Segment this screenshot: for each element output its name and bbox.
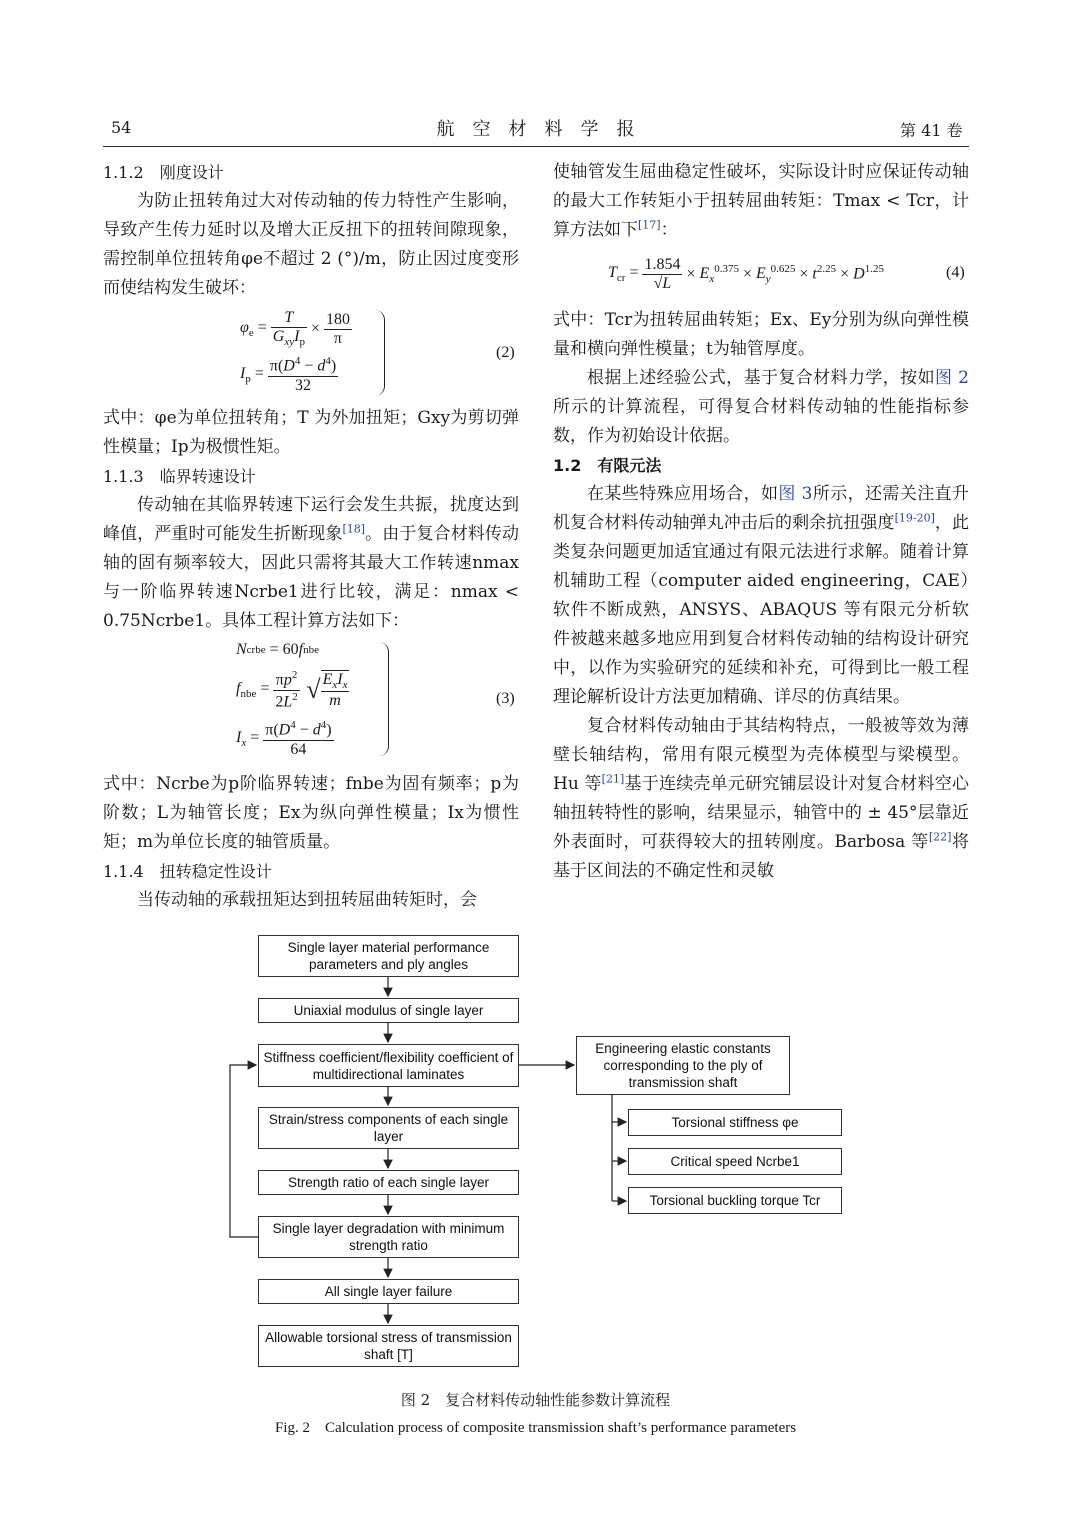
equation-3: N crbe = 60 f nbe $f_{nbe}$ = $\frac{\pi p^2}{2L^2}$ √ $\frac{E_xI_x}{m}$ $I_x$ = $\frac{\pi(D^4 - d^4)}{64}$ (236, 641, 348, 758)
equation-3-number: (3) (496, 690, 515, 707)
flow-step-strain-stress: Strain/stress components of each single layer (258, 1107, 519, 1149)
flow-step-all-failure: All single layer failure (258, 1279, 519, 1304)
equation-2-number: (2) (496, 344, 515, 361)
volume-label: 第 41 卷 (900, 121, 963, 140)
section-1-1-2-title: 1.1.2 刚度设计 (103, 163, 224, 182)
paragraph-torsional-stability: 当传动轴的承载扭矩达到扭转屈曲转矩时，会 (137, 890, 477, 910)
page-number: 54 (111, 118, 132, 137)
flow-step-strength-ratio: Strength ratio of each single layer (258, 1170, 519, 1195)
section-1-2-title: 1.2 有限元法 (553, 456, 662, 475)
section-1-1-3-title: 1.1.3 临界转速设计 (103, 467, 256, 486)
paragraph-buckling: 使轴管发生屈曲稳定性破坏，实际设计时应保证传动轴的最大工作转矩小于扭转屈曲转矩：Tmax < Tcr，计算方法如下[17]： (553, 162, 969, 240)
citation-19-20[interactable]: [19-20] (894, 511, 935, 525)
flow-step-allowable-stress: Allowable torsional stress of transmission shaft [T] (258, 1325, 519, 1367)
equation-2-where: 式中：φe为单位扭转角；T 为外加扭矩；Gxy为剪切弹性模量；Ip为极惯性矩。 (103, 408, 519, 457)
figure-3-link[interactable]: 图 3 (778, 484, 813, 504)
equation-2: $\varphi_e$ = $\frac{T}{G_{xy}I_p}$ × $\frac{180}{\pi}$ $I_p$ = $\frac{\pi(D^4 - d^4)}{32}$ (240, 309, 350, 394)
paragraph-fem: 在某些特殊应用场合，如图 3所示，还需关注直升机复合材料传动轴弹丸冲击后的剩余抗扭强度[19-20]，此类复杂问题更加适宜通过有限元法进行求解。随着计算机辅助工程（computer aided engineering，CAE）软件不断成熟，ANSYS、ABAQUS 等有限元分析软件被越来越多地应用到复合材料传动轴的结构设计研究中，以作为实验研究的延续和补充，可得到比一般工程理论解析设计方法更加精确、详尽的仿真结果。 (553, 484, 970, 707)
flow-step-material-parameters: Single layer material performance parameters and ply angles (258, 935, 519, 977)
equation-4-number: (4) (946, 264, 965, 281)
citation-17[interactable]: [17] (638, 218, 661, 232)
section-1-1-4-title: 1.1.4 扭转稳定性设计 (103, 862, 272, 881)
paragraph-critical-speed: 传动轴在其临界转速下运行会发生共振，扰度达到峰值，严重时可能发生折断现象[18]。由于复合材料传动轴的固有频率较大，因此只需将其最大工作转速nmax与一阶临界转速Ncrbe1进行比较，满足：nmax < 0.75Ncrbe1。具体工程计算方法如下： (103, 495, 520, 631)
equation-3-where: 式中：Ncrbe为p阶临界转速；fnbe为固有频率；p为阶数；L为轴管长度；Ex为纵向弹性模量；Ix为惯性矩；m为单位长度的轴管质量。 (103, 774, 519, 852)
flow-output-buckling-torque: Torsional buckling torque Tcr (628, 1187, 842, 1214)
flow-step-degradation: Single layer degradation with minimum strength ratio (258, 1216, 519, 1258)
figure-2-link[interactable]: 图 2 (934, 368, 969, 388)
flow-output-torsional-stiffness: Torsional stiffness φe (628, 1109, 842, 1136)
figure-caption-cn: 图 2 复合材料传动轴性能参数计算流程 (400, 1391, 671, 1409)
flow-output-critical-speed: Critical speed Ncrbe1 (628, 1148, 842, 1175)
figure-caption-en: Fig. 2 Calculation process of composite transmission shaft’s performance parameters (274, 1420, 797, 1436)
citation-18[interactable]: [18] (342, 522, 366, 536)
citation-22[interactable]: [22] (928, 830, 952, 844)
equation-4: $T_{cr}$ = $\frac{1.854}{√L}$ × $E_x^{0.375} \times E_y^{0.625} \times t^{2.25} \times D^{1.25}$ (608, 255, 884, 292)
citation-21[interactable]: [21] (601, 772, 625, 786)
paragraph-models: 复合材料传动轴由于其结构特点，一般被等效为薄壁长轴结构，常用有限元模型为壳体模型与梁模型。Hu 等[21]基于连续壳单元研究铺层设计对复合材料空心轴扭转特性的影响，结果显示，轴管中的 ± 45°层靠近外表面时，可获得较大的扭转刚度。Barbosa 等[22]将基于区间法的不确定性和灵敏 (553, 716, 969, 881)
flow-side-elastic-constants: Engineering elastic constants corresponding to the ply of transmission shaft (576, 1036, 790, 1095)
paragraph-design-basis: 根据上述经验公式，基于复合材料力学，按如图 2所示的计算流程，可得复合材料传动轴的性能指标参数，作为初始设计依据。 (553, 368, 969, 446)
journal-title: 航 空 材 料 学 报 (436, 119, 635, 140)
flow-step-stiffness-coefficient: Stiffness coefficient/flexibility coefficient of multidirectional laminates (258, 1044, 519, 1087)
paragraph-stiffness: 为防止扭转角过大对传动轴的传力特性产生影响，导致产生传力延时以及增大正反扭下的扭转间隙现象，需控制单位扭转角φe不超过 2 (°)/m，防止因过度变形而使结构发生破坏： (103, 191, 519, 298)
equation-4-where: 式中：Tcr为扭转屈曲转矩；Ex、Ey分别为纵向弹性模量和横向弹性模量；t为轴管厚度。 (553, 310, 969, 359)
flow-step-uniaxial-modulus: Uniaxial modulus of single layer (258, 998, 519, 1023)
